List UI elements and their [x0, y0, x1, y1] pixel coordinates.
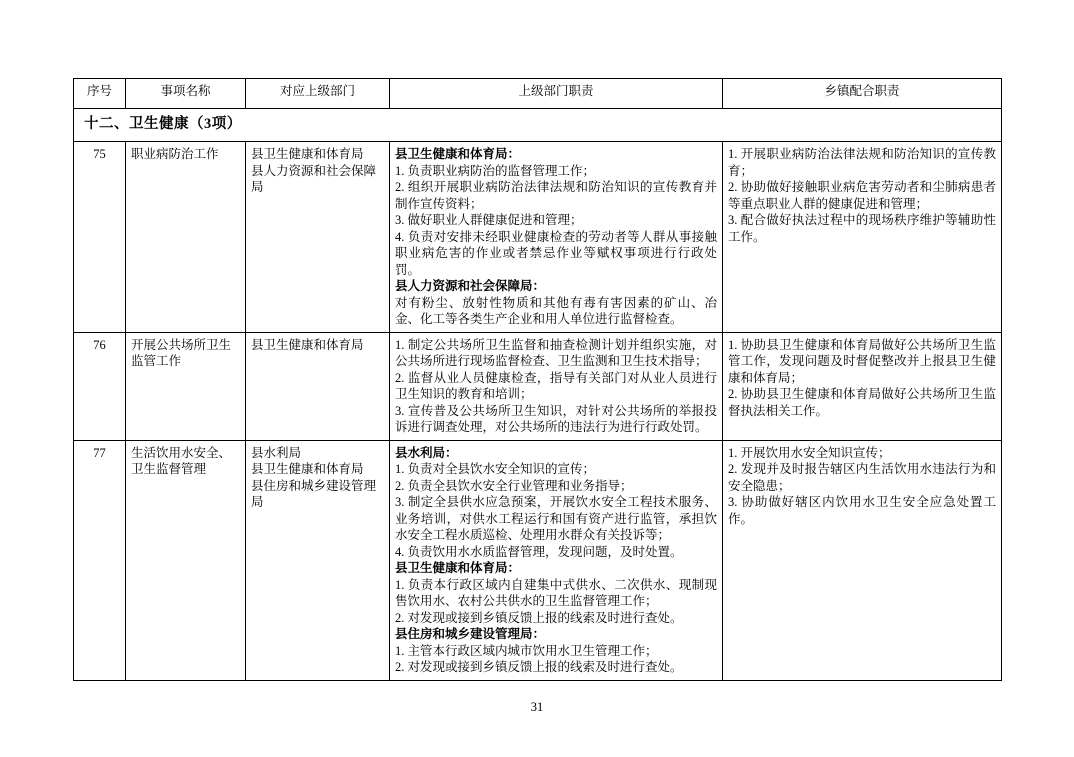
duty-line: 2. 组织开展职业病防治法律法规和防治知识的宣传教育并制作宣传资料；	[395, 180, 717, 211]
town-line: 2. 发现并及时报告辖区内生活饮用水违法行为和安全隐患；	[728, 462, 996, 493]
dept-line: 县卫生健康和体育局	[251, 147, 364, 161]
duty-line: 1. 制定公共场所卫生监督和抽查检测计划并组织实施，对公共场所进行现场监督检查、卫生监测和卫生技术指导；	[395, 337, 717, 368]
row-duty	[390, 332, 723, 440]
duty-line: 县人力资源和社会保障局：	[395, 279, 546, 293]
duty-line: 1. 主管本行政区域内城市饮用水卫生管理工作；	[395, 643, 658, 658]
dept-line: 县水利局	[251, 445, 302, 460]
row-town	[723, 332, 1002, 440]
duty-line: 县卫生健康和体育局：	[395, 561, 521, 575]
town-line: 2. 协助做好接触职业病危害劳动者和尘肺病患者等重点职业人群的健康促进和管理；	[728, 180, 996, 211]
page-number: 31	[530, 700, 544, 714]
dept-line: 县住房和城乡建设管理局	[251, 478, 377, 509]
table-row	[74, 440, 1002, 680]
duty-line: 县水利局：	[395, 445, 458, 460]
duty-line: 4. 负责对安排未经职业健康检查的劳动者等人群从事接触职业病危害的作业或者禁忌作业等赋权事项进行行政处罚。	[395, 229, 717, 277]
duty-line: 3. 宣传普及公共场所卫生知识，对针对公共场所的举报投诉进行调查处理，对公共场所的违法行为进行行政处罚。	[395, 403, 717, 434]
row-seq: 77	[74, 440, 126, 680]
row-name: 生活饮用水安全、卫生监督管理	[126, 440, 246, 680]
row-seq: 76	[74, 332, 126, 440]
row-dept	[246, 332, 390, 440]
row-dept	[246, 142, 390, 333]
town-line: 1. 开展职业病防治法律法规和防治知识的宣传教育；	[728, 147, 996, 178]
column-header-town: 乡镇配合职责	[723, 79, 1002, 109]
table-row	[74, 142, 1002, 333]
dept-line: 县卫生健康和体育局	[251, 337, 364, 352]
duty-line: 2. 监督从业人员健康检查，指导有关部门对从业人员进行卫生知识的教育和培训；	[395, 370, 717, 401]
row-seq: 75	[74, 142, 126, 333]
column-header-name: 事项名称	[126, 79, 246, 109]
dept-line: 县卫生健康和体育局	[251, 462, 364, 476]
row-name: 职业病防治工作	[126, 142, 246, 333]
row-name: 开展公共场所卫生监管工作	[126, 332, 246, 440]
town-line: 1. 协助县卫生健康和体育局做好公共场所卫生监管工作，发现问题及时督促整改并上报县卫生健康和体育局；	[728, 337, 996, 385]
duty-line: 3. 制定全县供水应急预案，开展饮水安全工程技术服务、业务培训，对供水工程运行和国有资产进行监管，承担饮水安全工程水质巡检、处理用水群众有关投诉等；	[395, 495, 717, 542]
row-town	[723, 142, 1002, 333]
duty-line: 2. 对发现或接到乡镇反馈上报的线索及时进行查处。	[395, 610, 683, 625]
town-line: 3. 协助做好辖区内饮用水卫生安全应急处置工作。	[728, 495, 996, 526]
duty-line: 县卫生健康和体育局：	[395, 147, 521, 161]
row-dept	[246, 440, 390, 680]
column-header-dept: 对应上级部门	[246, 79, 390, 109]
duty-line: 对有粉尘、放射性物质和其他有毒有害因素的矿山、冶金、化工等各类生产企业和用人单位进行监督检查。	[395, 295, 717, 326]
row-town	[723, 440, 1002, 680]
table-row	[74, 332, 1002, 440]
duty-line: 1. 负责职业病防治的监督管理工作；	[395, 163, 596, 178]
dept-line: 县人力资源和社会保障局	[251, 163, 377, 194]
duty-line: 4. 负责饮用水水质监督管理，发现问题，及时处置。	[395, 544, 683, 559]
duty-line: 县住房和城乡建设管理局：	[395, 627, 546, 641]
table-header-row	[74, 79, 1002, 109]
duty-line: 3. 做好职业人群健康促进和管理；	[395, 213, 583, 227]
town-line: 1. 开展饮用水安全知识宣传；	[728, 445, 891, 460]
town-line: 3. 配合做好执法过程中的现场秩序维护等辅助性工作。	[728, 213, 996, 244]
town-line: 2. 协助县卫生健康和体育局做好公共场所卫生监督执法相关工作。	[728, 387, 996, 418]
section-title-row	[74, 109, 1002, 142]
section-title: 十二、卫生健康（3项）	[74, 109, 1002, 142]
duty-line: 1. 负责本行政区域内自建集中式供水、二次供水、现制现售饮用水、农村公共供水的卫生监督管理工作；	[395, 577, 717, 608]
duty-line: 2. 负责全县饮水安全行业管理和业务指导；	[395, 478, 633, 493]
row-duty	[390, 142, 723, 333]
row-duty	[390, 440, 723, 680]
duty-line: 2. 对发现或接到乡镇反馈上报的线索及时进行查处。	[395, 660, 683, 674]
duty-line: 1. 负责对全县饮水安全知识的宣传；	[395, 462, 596, 476]
duty-list-table	[73, 78, 1002, 681]
column-header-seq: 序号	[74, 79, 126, 109]
column-header-duty: 上级部门职责	[390, 79, 723, 109]
